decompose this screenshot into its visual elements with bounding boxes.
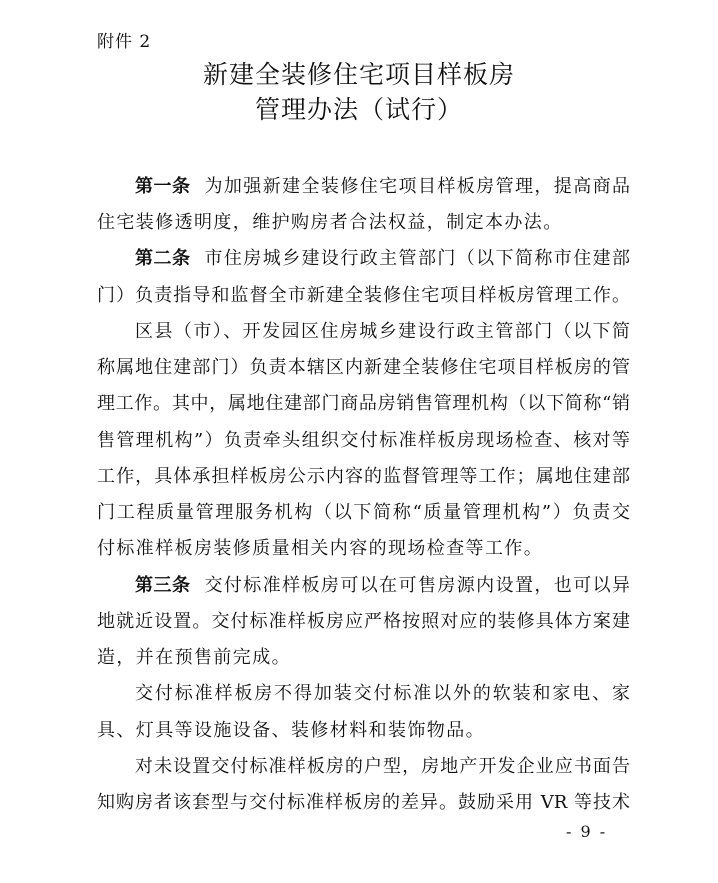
page-number: - 9 - <box>566 822 608 841</box>
attachment-label: 附件 2 <box>97 32 152 52</box>
paragraph-3-line-6: 门工程质量管理服务机构（以下简称“质量管理机构”）负责交 <box>97 502 630 524</box>
document-title <box>0 57 718 127</box>
document-body <box>97 169 630 821</box>
paragraph-6-line-2: 知购房者该套型与交付标准样板房的差异。鼓励采用 VR 等技术 <box>97 791 630 813</box>
paragraph-3-line-4: 售管理机构”）负责牵头组织交付标准样板房现场检查、核对等 <box>97 429 630 451</box>
article-3-line-1 <box>97 568 630 604</box>
article-1-line-1 <box>97 169 630 205</box>
paragraph-3-line-5: 工作，具体承担样板房公示内容的监督管理等工作；属地住建部 <box>97 465 630 487</box>
article-3-lead: 第三条 <box>135 574 191 596</box>
article-1-text: 为加强新建全装修住宅项目样板房管理，提高商品 <box>204 176 630 197</box>
article-2-line-1 <box>97 241 630 277</box>
paragraph-3-line-1: 区县（市）、开发园区住房城乡建设行政主管部门（以下简 <box>135 320 630 342</box>
paragraph-5-line-1: 交付标准样板房不得加装交付标准以外的软装和家电、家 <box>135 683 630 705</box>
article-2-lead: 第二条 <box>135 248 191 270</box>
article-1-lead: 第一条 <box>135 176 191 197</box>
article-3-line-2: 地就近设置。交付标准样板房应严格按照对应的装修具体方案建 <box>97 610 630 632</box>
article-3-text: 交付标准样板房可以在可售房源内设置，也可以异 <box>204 574 630 596</box>
paragraph-5-line-2: 具、灯具等设施设备、装修材料和装饰物品。 <box>97 719 485 741</box>
paragraph-3-line-3: 理工作。其中，属地住建部门商品房销售管理机构（以下简称“销 <box>97 393 630 415</box>
article-3-line-3: 造，并在预售前完成。 <box>97 647 291 669</box>
paragraph-3-line-2: 称属地住建部门）负责本辖区内新建全装修住宅项目样板房的管 <box>97 357 630 379</box>
article-2-line-2: 门）负责指导和监督全市新建全装修住宅项目样板房管理工作。 <box>97 284 630 306</box>
paragraph-3-line-7: 付标准样板房装修质量相关内容的现场检查等工作。 <box>97 538 544 560</box>
title-line-2: 管理办法（试行） <box>254 95 463 124</box>
article-2-text: 市住房城乡建设行政主管部门（以下简称市住建部 <box>204 248 630 270</box>
article-1-line-2: 住宅装修透明度，维护购房者合法权益，制定本办法。 <box>97 212 563 234</box>
paragraph-6-line-1: 对未设置交付标准样板房的户型，房地产开发企业应书面告 <box>135 755 630 777</box>
title-line-1: 新建全装修住宅项目样板房 <box>202 60 515 89</box>
